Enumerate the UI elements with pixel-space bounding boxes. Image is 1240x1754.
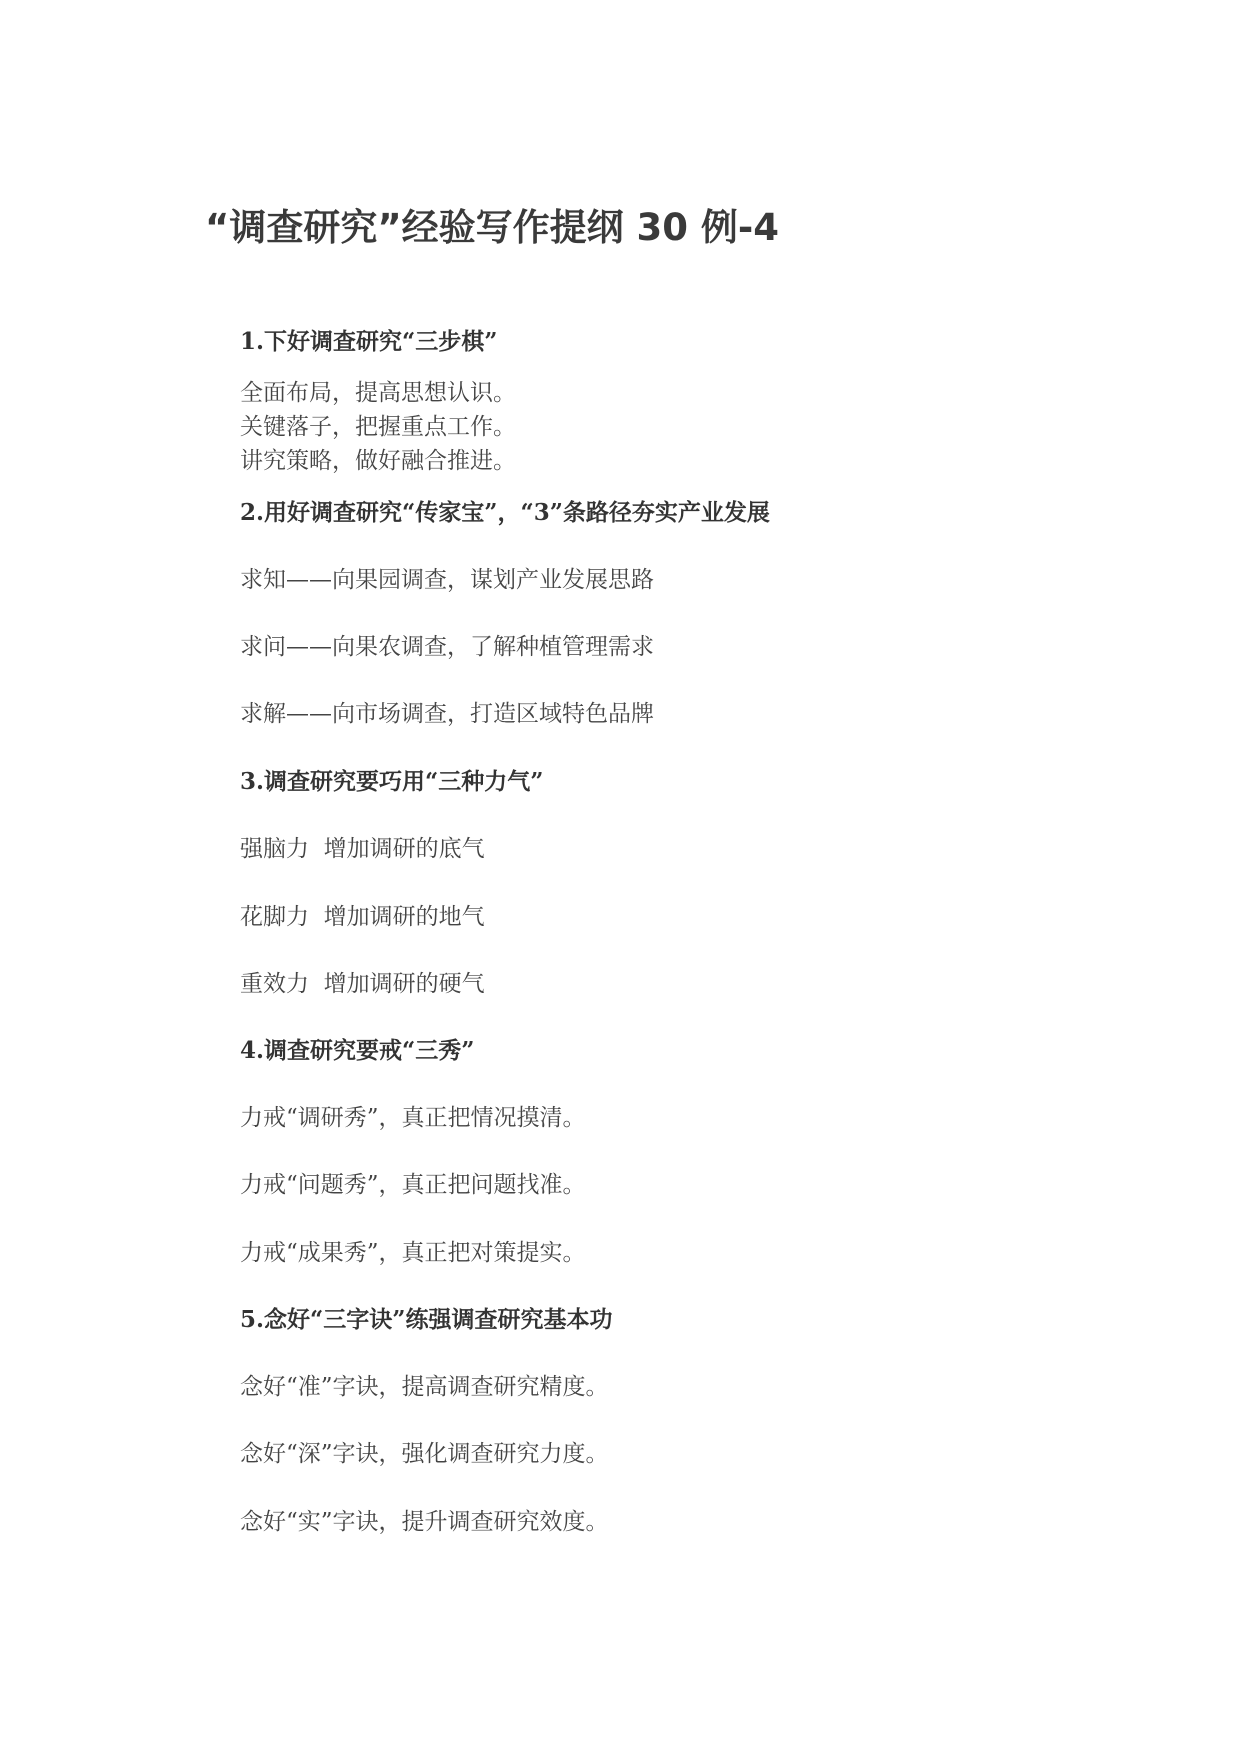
section-2-line-2: 求问——向果农调查，了解种植管理需求 [240,634,654,660]
section-2-line-1: 求知——向果园调查，谋划产业发展思路 [240,567,654,593]
section-4-line-3: 力戒“成果秀”，真正把对策提实。 [240,1240,586,1266]
section-4-line-1: 力戒“调研秀”，真正把情况摸清。 [240,1105,586,1131]
section-1-line-2: 关键落子，把握重点工作。 [240,414,516,440]
section-1-line-1: 全面布局，提高思想认识。 [240,380,516,406]
section-4-heading: 4.调查研究要戒“三秀” [240,1037,475,1064]
section-4-line-2: 力戒“问题秀”，真正把问题找准。 [240,1172,586,1198]
section-5-heading: 5.念好“三字诀”练强调查研究基本功 [240,1306,613,1333]
document-title: “调查研究”经验写作提纲 30 例-4 [205,206,779,249]
section-3-line-2: 花脚力 增加调研的地气 [240,904,485,930]
section-5-line-1: 念好“准”字诀，提高调查研究精度。 [240,1374,609,1400]
section-5-line-3: 念好“实”字诀，提升调查研究效度。 [240,1509,609,1535]
section-3-heading: 3.调查研究要巧用“三种力气” [240,768,544,795]
section-1-line-3: 讲究策略，做好融合推进。 [240,448,516,474]
section-3-line-3: 重效力 增加调研的硬气 [240,971,485,997]
section-2-line-3: 求解——向市场调查，打造区域特色品牌 [240,701,654,727]
section-3-line-1: 强脑力 增加调研的底气 [240,836,485,862]
section-1-heading: 1.下好调查研究“三步棋” [240,328,498,355]
section-5-line-2: 念好“深”字诀，强化调查研究力度。 [240,1441,609,1467]
section-2-heading: 2.用好调查研究“传家宝”，“3”条路径夯实产业发展 [240,499,770,526]
